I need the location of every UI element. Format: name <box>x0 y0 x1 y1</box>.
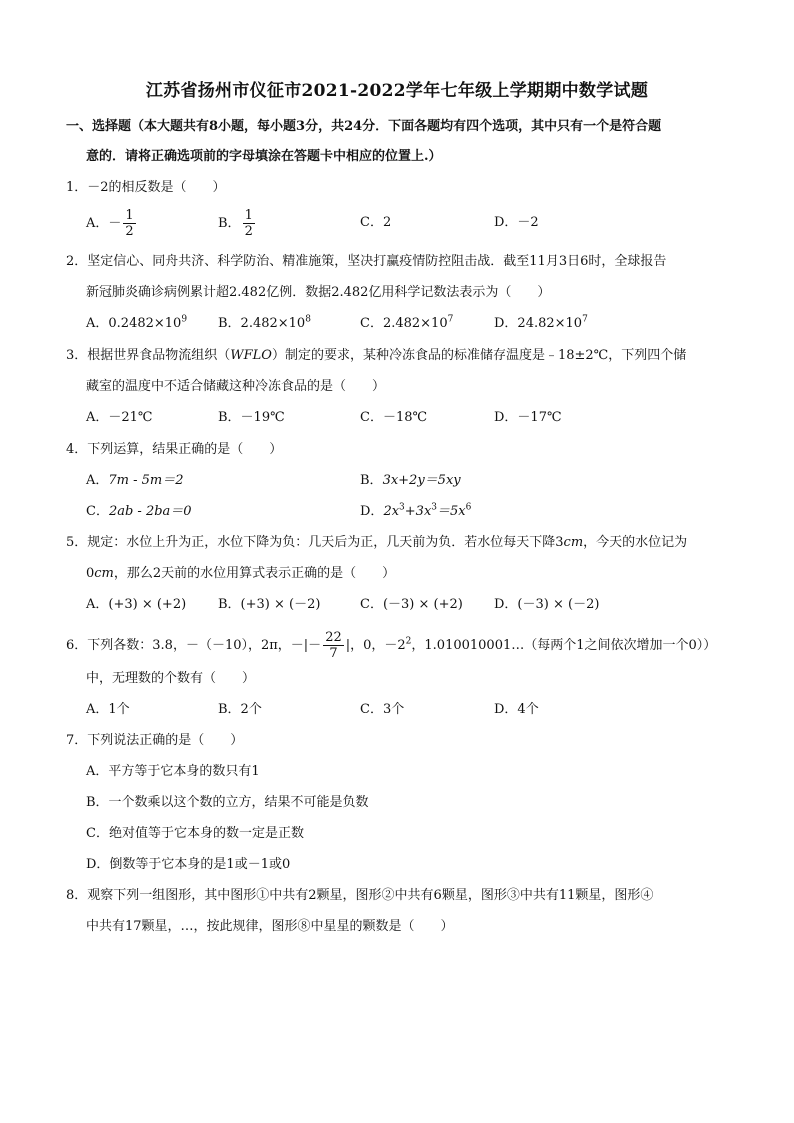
q3-stem-line2: 藏室的温度中不适合储藏这种冷冻食品的是（ ） <box>86 379 386 394</box>
q2-option-b: B．$2.482\times 10^8$ <box>218 314 311 331</box>
q5-stem-line2: 0cm，那么2天前的水位用算式表示正确的是（ ） <box>86 566 396 581</box>
page-title: 江苏省扬州市仪征市2021-2022学年七年级上学期期中数学试题 <box>145 81 649 101</box>
q4-option-a: A．7m - 5m＝2 <box>86 473 184 488</box>
q7-option-b: B．一个数乘以这个数的立方，结果不可能是负数 <box>86 795 369 810</box>
q3-option-d: D．－17℃ <box>494 410 562 425</box>
q5-stem-line1: 5．规定：水位上升为正，水位下降为负：几天后为正，几天前为负．若水位每天下降3cm，今天的水位记为 <box>66 535 688 550</box>
q2-stem-line1: 2．坚定信心、同舟共济、科学防治、精准施策，坚决打赢疫情防控阻击战．截至11月3日6时，全球报告 <box>66 254 667 269</box>
q4-option-d: D．$2x^3+3x^3=5x^6$ <box>360 502 472 519</box>
q1-a-fraction: $\frac{1}{2}$ <box>125 208 134 239</box>
q1-stem: 1．－2的相反数是（ ） <box>66 180 226 195</box>
q7-option-c: C．绝对值等于它本身的数一定是正数 <box>86 826 304 841</box>
q2-option-c: C．$2.482\times 10^7$ <box>360 314 454 331</box>
q6-option-c: C．3个 <box>360 702 405 717</box>
q6-option-b: B．2个 <box>218 702 262 717</box>
q8-stem-line1: 8．观察下列一组图形，其中图形①中共有2颗星，图形②中共有6颗星，图形③中共有11颗星，图形④ <box>66 888 654 903</box>
q7-option-a: A．平方等于它本身的数只有1 <box>86 764 260 779</box>
q2-stem-line2: 新冠肺炎确诊病例累计超2.482亿例．数据2.482亿用科学记数法表示为（ ） <box>86 285 551 300</box>
q1-option-b: B． $\frac{1}{2}$ <box>218 208 253 239</box>
q1-b-fraction: $\frac{1}{2}$ <box>244 208 253 239</box>
q3-stem-line1: 3．根据世界食品物流组织（WFLO）制定的要求，某种冷冻食品的标准储存温度是﹣18±2℃，下列四个储 <box>66 348 687 363</box>
q4-option-c: C．2ab - 2ba＝0 <box>86 504 192 519</box>
q2-option-a: A．$0.2482\times 10^9$ <box>86 314 188 331</box>
q3-option-c: C．－18℃ <box>360 410 428 425</box>
q8-stem-line2: 中共有17颗星，…，按此规律，图形⑧中星星的颗数是（ ） <box>86 919 454 934</box>
q6-fraction: $\frac{22}{7}$ <box>325 630 342 661</box>
q6-option-d: D．4个 <box>494 702 539 717</box>
q5-option-a: A．(+3) × (+2) <box>86 597 187 612</box>
q7-option-d: D．倒数等于它本身的是1或－1或0 <box>86 857 291 872</box>
q7-stem: 7．下列说法正确的是（ ） <box>66 733 244 748</box>
q2-option-d: D．$24.82\times 10^7$ <box>494 314 588 331</box>
q4-option-b: B．3x+2y＝5xy <box>360 473 461 488</box>
q5-option-b: B．(+3) × (－2) <box>218 597 321 612</box>
q3-option-a: A．－21℃ <box>86 410 153 425</box>
q3-option-b: B．－19℃ <box>218 410 285 425</box>
section-header-line2: 意的．请将正确选项前的字母填涂在答题卡中相应的位置上.） <box>86 149 442 164</box>
q6-stem-line2: 中，无理数的个数有（ ） <box>86 671 256 686</box>
q1-option-d: D．－2 <box>494 215 539 230</box>
q1-option-c: C．2 <box>360 215 392 230</box>
q6-option-a: A．1个 <box>86 702 130 717</box>
q1-option-a: A．－ $\frac{1}{2}$ <box>86 208 134 239</box>
q4-stem: 4．下列运算，结果正确的是（ ） <box>66 442 283 457</box>
q5-option-c: C．(－3) × (+2) <box>360 597 463 612</box>
q6-stem-line1: 6．下列各数：3.8，－（－10），2π，－|－ $\frac{22}{7}$ |，0，$-2^2$，1.010010001…（每两个1之间依次增加一个0）） <box>66 630 717 661</box>
section-header-line1: 一、选择题（本大题共有8小题，每小题3分，共24分．下面各题均有四个选项，其中只有一个是符合题 <box>66 119 662 134</box>
q5-option-d: D．(－3) × (－2) <box>494 597 600 612</box>
